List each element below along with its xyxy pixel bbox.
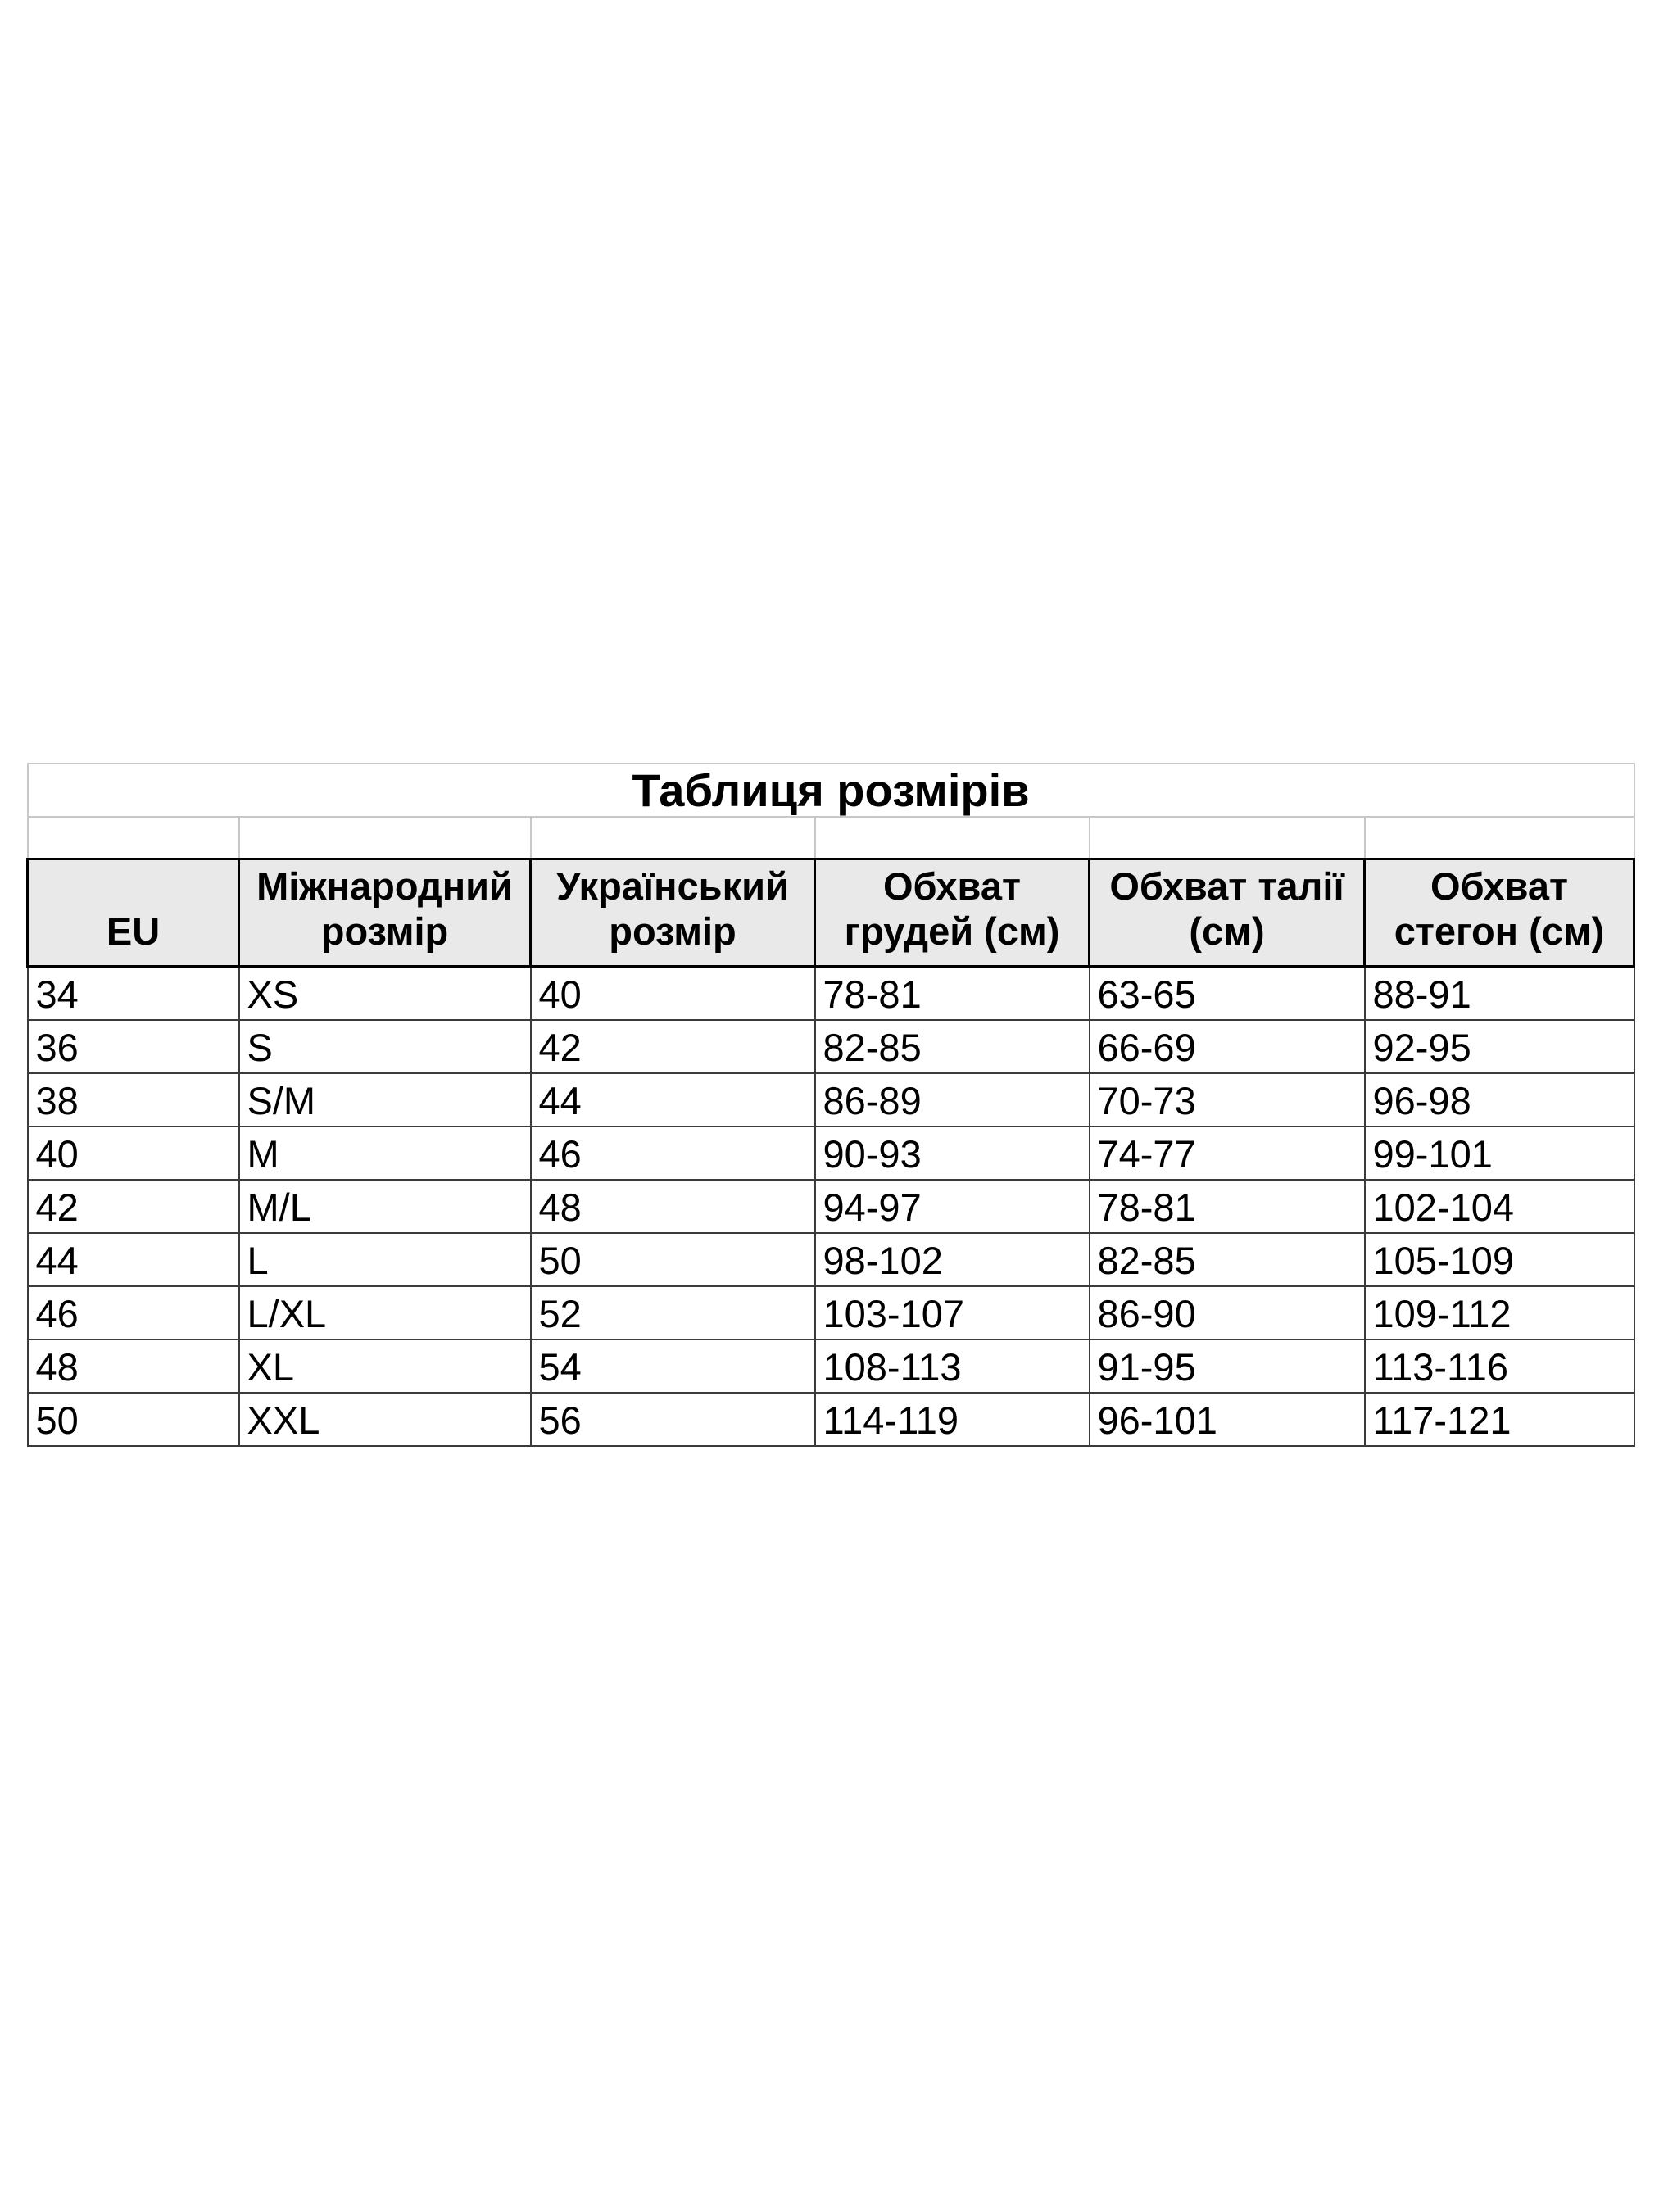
column-header: EU <box>28 859 239 967</box>
size-cell: 99-101 <box>1365 1126 1634 1180</box>
spacer-cell <box>815 817 1090 859</box>
size-cell: 88-91 <box>1365 967 1634 1020</box>
size-cell: 74-77 <box>1090 1126 1365 1180</box>
size-cell: 91-95 <box>1090 1339 1365 1393</box>
size-cell: 96-98 <box>1365 1073 1634 1126</box>
table-row <box>28 1233 1634 1286</box>
spacer-cell <box>531 817 815 859</box>
size-cell: 82-85 <box>1090 1233 1365 1286</box>
size-cell: XXL <box>239 1393 531 1446</box>
size-chart-table <box>26 763 1635 1447</box>
spacer-row <box>28 817 1634 859</box>
size-cell: 50 <box>531 1233 815 1286</box>
spacer-cell <box>1365 817 1634 859</box>
size-cell: 66-69 <box>1090 1020 1365 1073</box>
size-cell: L <box>239 1233 531 1286</box>
column-header: Міжнародний розмір <box>239 859 531 967</box>
table-row <box>28 1180 1634 1233</box>
spacer-cell <box>28 817 239 859</box>
table-row <box>28 1286 1634 1339</box>
header-row <box>28 859 1634 967</box>
size-cell: 56 <box>531 1393 815 1446</box>
size-cell: 98-102 <box>815 1233 1090 1286</box>
size-cell: 113-116 <box>1365 1339 1634 1393</box>
size-cell: 46 <box>28 1286 239 1339</box>
size-cell: 86-89 <box>815 1073 1090 1126</box>
size-cell: 46 <box>531 1126 815 1180</box>
size-cell: 36 <box>28 1020 239 1073</box>
size-cell: 40 <box>28 1126 239 1180</box>
table-row <box>28 1339 1634 1393</box>
size-cell: 48 <box>531 1180 815 1233</box>
size-cell: 48 <box>28 1339 239 1393</box>
size-cell: 42 <box>531 1020 815 1073</box>
size-cell: 44 <box>28 1233 239 1286</box>
size-cell: 34 <box>28 967 239 1020</box>
size-cell: 114-119 <box>815 1393 1090 1446</box>
spacer-cell <box>239 817 531 859</box>
size-cell: 117-121 <box>1365 1393 1634 1446</box>
size-cell: 78-81 <box>815 967 1090 1020</box>
table-row <box>28 1393 1634 1446</box>
size-cell: 38 <box>28 1073 239 1126</box>
size-cell: 42 <box>28 1180 239 1233</box>
size-cell: S/M <box>239 1073 531 1126</box>
size-cell: 86-90 <box>1090 1286 1365 1339</box>
column-header: Обхват талії (см) <box>1090 859 1365 967</box>
size-cell: M/L <box>239 1180 531 1233</box>
size-cell: 92-95 <box>1365 1020 1634 1073</box>
size-cell: 63-65 <box>1090 967 1365 1020</box>
size-cell: 50 <box>28 1393 239 1446</box>
size-cell: 102-104 <box>1365 1180 1634 1233</box>
size-cell: 94-97 <box>815 1180 1090 1233</box>
size-cell: 82-85 <box>815 1020 1090 1073</box>
size-cell: 44 <box>531 1073 815 1126</box>
size-cell: S <box>239 1020 531 1073</box>
size-cell: 109-112 <box>1365 1286 1634 1339</box>
table-row <box>28 1126 1634 1180</box>
table-body <box>28 967 1634 1446</box>
size-cell: 96-101 <box>1090 1393 1365 1446</box>
size-cell: 108-113 <box>815 1339 1090 1393</box>
title-row <box>28 764 1634 817</box>
size-cell: 40 <box>531 967 815 1020</box>
size-cell: 105-109 <box>1365 1233 1634 1286</box>
column-header: Обхват стегон (см) <box>1365 859 1634 967</box>
size-cell: XS <box>239 967 531 1020</box>
size-cell: 52 <box>531 1286 815 1339</box>
size-cell: L/XL <box>239 1286 531 1339</box>
size-cell: 78-81 <box>1090 1180 1365 1233</box>
size-cell: 103-107 <box>815 1286 1090 1339</box>
table-title: Таблиця розмірів <box>28 764 1634 817</box>
size-cell: 90-93 <box>815 1126 1090 1180</box>
table-row <box>28 1073 1634 1126</box>
size-cell: XL <box>239 1339 531 1393</box>
size-cell: 70-73 <box>1090 1073 1365 1126</box>
spacer-cell <box>1090 817 1365 859</box>
table-row <box>28 967 1634 1020</box>
size-cell: 54 <box>531 1339 815 1393</box>
column-header: Український розмір <box>531 859 815 967</box>
size-cell: M <box>239 1126 531 1180</box>
table-row <box>28 1020 1634 1073</box>
column-header: Обхват грудей (см) <box>815 859 1090 967</box>
